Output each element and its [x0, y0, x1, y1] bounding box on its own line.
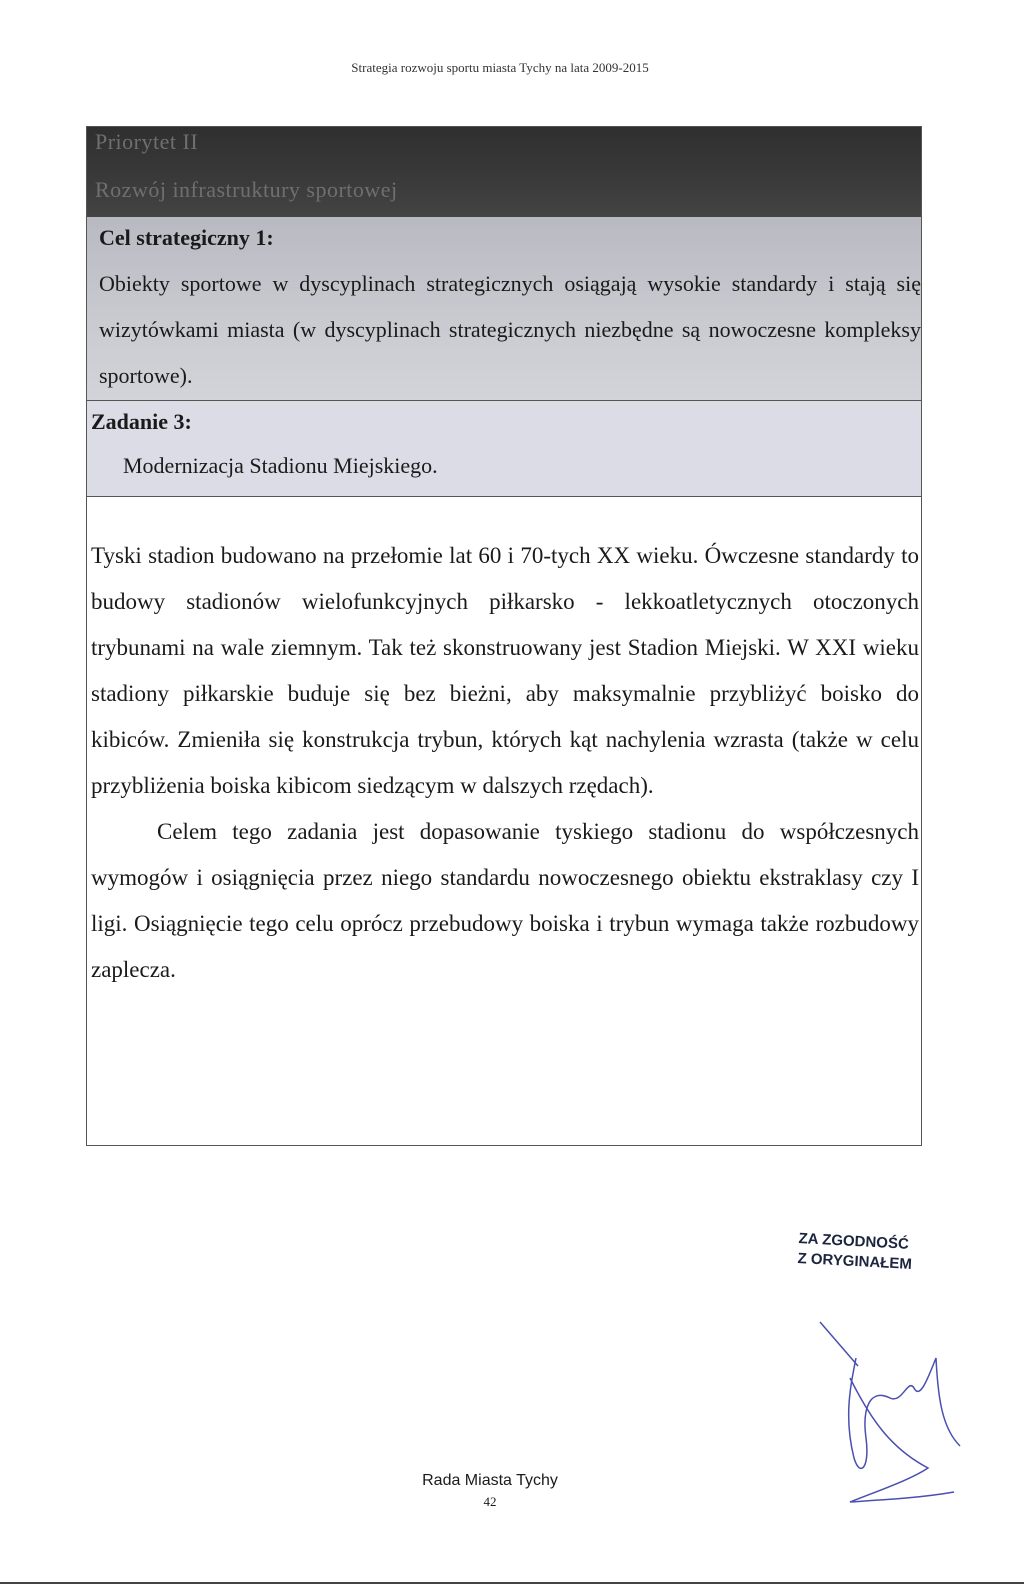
task-text: Modernizacja Stadionu Miejskiego.	[123, 453, 438, 478]
running-header: Strategia rozwoju sportu miasta Tychy na lata 2009-2015	[351, 60, 649, 75]
scan-edge-line	[0, 1582, 1024, 1584]
strategic-goal-title: Cel strategiczny 1:	[99, 225, 274, 250]
task-title: Zadanie 3:	[91, 409, 192, 434]
certification-stamp	[797, 1229, 913, 1275]
strategy-table	[86, 126, 922, 1146]
priority-number: Priorytet II	[95, 129, 199, 154]
priority-band	[87, 127, 921, 217]
priority-name: Rozwój infrastruktury sportowej	[95, 177, 398, 202]
task-section	[87, 401, 921, 497]
strategic-goal-text: Obiekty sportowe w dyscyplinach strategicznych osiągają wysokie standardy i stają się wizytówkami miasta (w dyscyplinach strategicznych niezbędne są nowoczesne kompleksy sportowe).	[99, 271, 921, 388]
footer-organization: Rada Miasta Tychy	[422, 1472, 558, 1489]
stamp-line-2: Z ORYGINAŁEM	[797, 1250, 913, 1273]
stamp-line-1: ZA ZGODNOŚĆ	[798, 1230, 910, 1253]
task-description	[91, 533, 919, 993]
description-paragraph-2: Celem tego zadania jest dopasowanie tyskiego stadionu do współczesnych wymogów i osiągnięcia przez niego standardu nowoczesnego obiektu ekstraklasy czy I ligi. Osiągnięcie tego celu oprócz przebudowy boiska i trybun wymaga także rozbudowy zaplecza.	[91, 819, 919, 982]
description-paragraph-1: Tyski stadion budowano na przełomie lat 60 i 70-tych XX wieku. Ówczesne standardy to budowy stadionów wielofunkcyjnych piłkarsko - lekkoatletycznych otoczonych trybunami na wale ziemnym. Tak też skonstruowany jest Stadion Miejski. W XXI wieku stadiony piłkarskie buduje się bez bieżni, aby maksymalnie przybliżyć boisko do kibiców. Zmieniła się konstrukcja trybun, których kąt nachylenia wzrasta (także w celu przybliżenia boiska kibicom siedzącym w dalszych rzędach).	[91, 543, 919, 798]
page-number: 42	[483, 1494, 497, 1509]
strategic-goal-section	[87, 217, 921, 401]
